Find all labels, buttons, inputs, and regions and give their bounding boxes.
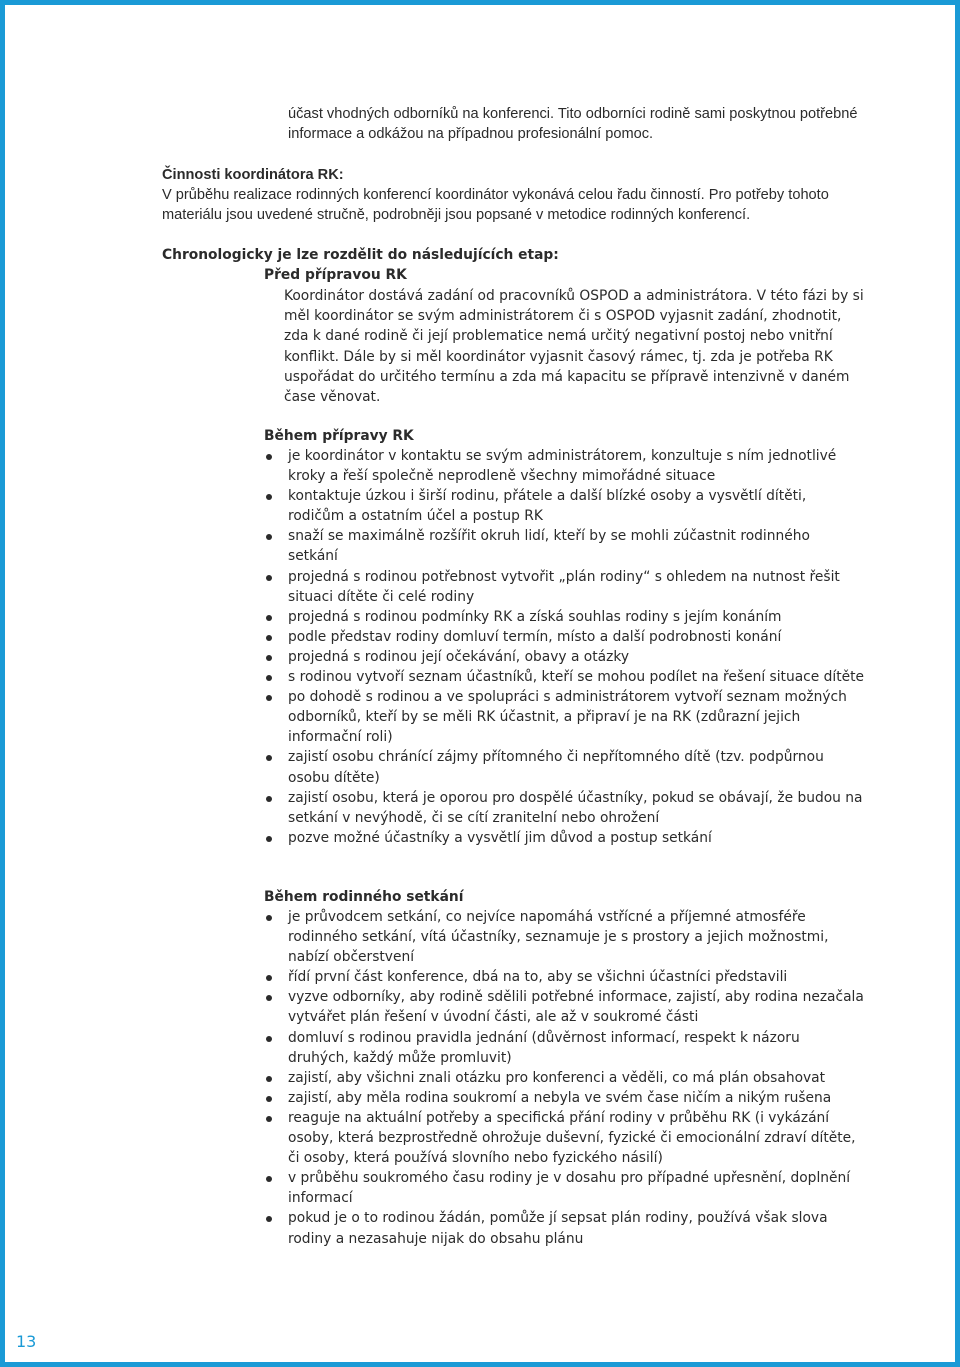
list-item: je průvodcem setkání, co nejvíce napomáhá vstřícné a příjemné atmosféře rodinného setkání, vítá účastníky, seznamuje je s prostory a jejich možnostmi, nabízí občerstvení [264,907,864,967]
list-item: projedná s rodinou potřebnost vytvořit „plán rodiny“ s ohledem na nutnost řešit situaci dítěte či celé rodiny [264,567,864,607]
list-item: vyzve odborníky, aby rodině sdělili potřebné informace, zajistí, aby rodina nezačala vytvářet plán řešení v úvodní části, ale až v soukromé části [264,987,864,1027]
list-item: domluví s rodinou pravidla jednání (důvěrnost informací, respekt k názoru druhých, každý může promluvit) [264,1028,864,1068]
stage2-list [264,446,864,848]
chronology-heading: Chronologicky je lze rozdělit do následujících etap: [162,247,559,263]
list-item: je koordinátor v kontaktu se svým administrátorem, konzultuje s ním jednotlivé kroky a řeší společně neprodleně všechny mimořádné situace [264,446,864,486]
list-item: po dohodě s rodinou a ve spolupráci s administrátorem vytvoří seznam možných odborníků, kteří by se měli RK účastnit, a připraví je na RK (zdůrazní jejich informační roli) [264,687,864,747]
page-number: 13 [16,1332,37,1351]
list-item: řídí první část konference, dbá na to, aby se všichni účastníci představili [264,967,864,987]
list-item: kontaktuje úzkou i širší rodinu, přátele a další blízké osoby a vysvětlí dítěti, rodičům a ostatním účel a postup RK [264,486,864,526]
list-item: zajistí, aby všichni znali otázku pro konferenci a věděli, co má plán obsahovat [264,1068,864,1088]
list-item: reaguje na aktuální potřeby a specifická přání rodiny v průběhu RK (i vykázání osoby, která bezprostředně ohrožuje duševní, fyzické či emocionální zdraví dítěte, či osoby, která používá slovního nebo fyzického násilí) [264,1108,864,1168]
coordinator-heading: Činnosti koordinátora RK: [162,167,344,183]
list-item: zajistí osobu, která je oporou pro dospělé účastníky, pokud se obávají, že budou na setkání v nevýhodě, či se cítí zranitelní nebo ohrožení [264,788,864,828]
list-item: projedná s rodinou podmínky RK a získá souhlas rodiny s jejím konáním [264,607,864,627]
list-item: zajistí osobu chránící zájmy přítomného či nepřítomného dítě (tzv. podpůrnou osobu dítěte) [264,747,864,787]
stage3-title: Během rodinného setkání [264,889,464,905]
list-item: pozve možné účastníky a vysvětlí jim důvod a postup setkání [264,828,864,848]
stage1-title: Před přípravou RK [264,267,407,283]
list-item: s rodinou vytvoří seznam účastníků, kteří se mohou podílet na řešení situace dítěte [264,667,864,687]
list-item: snaží se maximálně rozšířit okruh lidí, kteří by se mohli zúčastnit rodinného setkání [264,526,864,566]
intro-paragraph: účast vhodných odborníků na konferenci. Tito odborníci rodině sami poskytnou potřebné informace a odkážou na případnou profesionální pomoc. [288,106,858,142]
coordinator-paragraph: V průběhu realizace rodinných konferencí koordinátor vykonává celou řadu činností. Pro potřeby tohoto materiálu jsou uvedené stručně, podrobněji jsou popsané v metodice rodinných konferencí. [162,187,829,223]
list-item: zajistí, aby měla rodina soukromí a nebyla ve svém čase ničím a nikým rušena [264,1088,864,1108]
list-item: podle představ rodiny domluví termín, místo a další podrobnosti konání [264,627,864,647]
list-item: projedná s rodinou její očekávání, obavy a otázky [264,647,864,667]
list-item: pokud je o to rodinou žádán, pomůže jí sepsat plán rodiny, používá však slova rodiny a nezasahuje nijak do obsahu plánu [264,1208,864,1248]
list-item: v průběhu soukromého času rodiny je v dosahu pro případné upřesnění, doplnění informací [264,1168,864,1208]
coordinator-section [162,165,862,225]
stage1-paragraph: Koordinátor dostává zadání od pracovníků OSPOD a administrátora. V této fázi by si měl koordinátor se svým administrátorem či s OSPOD vyjasnit zadání, zhodnotit, zda k dané rodině či její problematice nemá určitý negativní postoj nebo vnitřní konflikt. Dále by si měl koordinátor vyjasnit časový rámec, tj. zda je potřeba RK uspořádat do určitého termínu a zda má kapacitu se přípravě intenzivně v daném čase věnovat. [284,288,864,406]
stage2-title: Během přípravy RK [264,428,414,444]
stage3-list [264,907,864,1249]
